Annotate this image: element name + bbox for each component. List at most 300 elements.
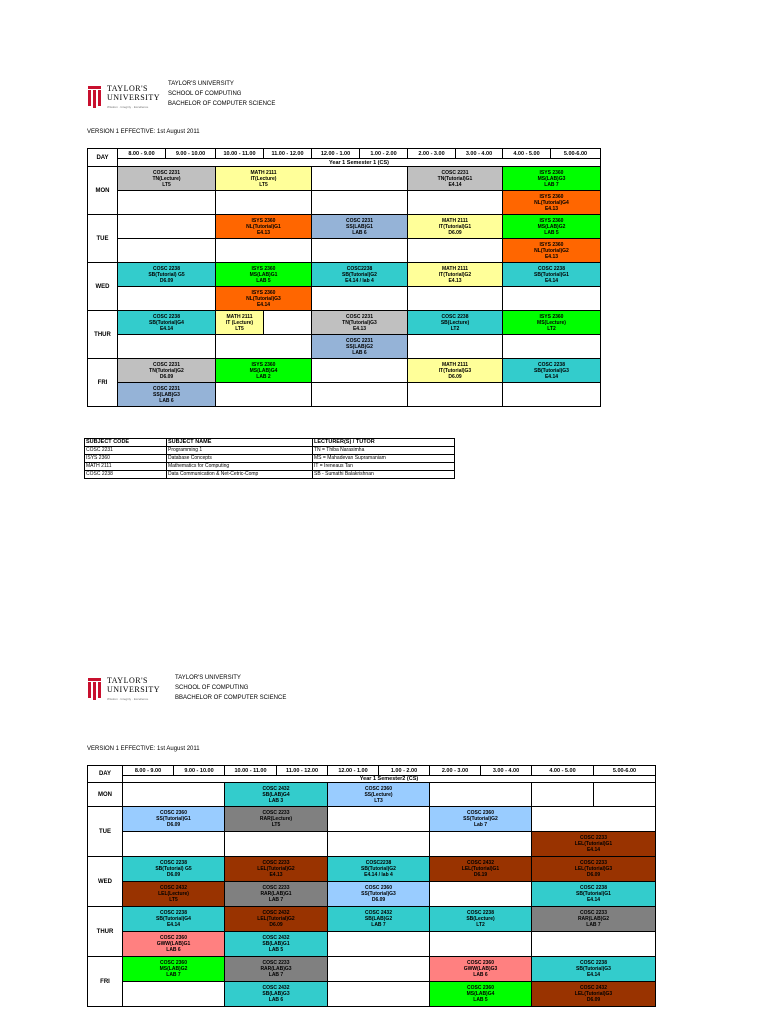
class-block[interactable] — [328, 907, 430, 932]
class-block[interactable] — [118, 167, 216, 191]
day-header: DAY — [88, 149, 118, 167]
class-session: SB(Lecture) — [440, 319, 470, 326]
school-line1: TAYLOR'S UNIVERSITY — [168, 81, 234, 87]
class-room: E4.13 — [269, 872, 283, 878]
class-room: LT3 — [374, 797, 383, 804]
class-block[interactable] — [532, 907, 656, 932]
class-room: LAB 7 — [586, 922, 601, 928]
time-header: 11.00 - 12.00 — [277, 766, 328, 776]
time-header: 8.00 - 9.00 — [123, 766, 174, 776]
class-room: D6.19 — [473, 872, 488, 878]
class-room: E4.14 — [586, 847, 601, 853]
class-session: TN(Tutorial)G2 — [149, 367, 184, 374]
class-room: E4.14 — [448, 181, 462, 188]
class-room: LAB 7 — [268, 972, 284, 978]
class-code: COSC 2231 — [153, 361, 180, 368]
class-block[interactable] — [225, 807, 328, 832]
day-label: MON — [88, 167, 118, 215]
class-block[interactable] — [312, 335, 408, 359]
class-session: SB(Tutorial)G1 — [576, 891, 611, 897]
class-block[interactable] — [123, 857, 225, 882]
class-code: COSC 2233 — [262, 885, 290, 891]
timetable-semester-1 — [87, 148, 601, 407]
taylors-logo — [88, 84, 168, 110]
class-block[interactable] — [430, 907, 532, 932]
class-code: COSC 2231 — [153, 169, 180, 176]
class-room: LAB 6 — [159, 397, 174, 404]
class-block[interactable] — [430, 982, 532, 1007]
class-session: GWW(LAB)G3 — [463, 966, 498, 972]
class-room: LT5 — [169, 897, 178, 903]
legend-subject: Database Concepts — [167, 455, 313, 463]
class-block[interactable] — [532, 957, 656, 982]
class-room: E4.14 — [544, 277, 559, 284]
class-room: E4.13 — [544, 253, 559, 260]
class-room: D6.09 — [159, 373, 174, 380]
class-room: LT5 — [162, 181, 171, 188]
class-room: D6.09 — [166, 872, 181, 878]
day-label: FRI — [88, 957, 123, 1007]
class-code: COSC 2360 — [160, 810, 187, 816]
class-code: COSC 2233 — [580, 860, 607, 866]
class-session: SB(Tutorial) G5 — [148, 271, 185, 278]
class-code: ISYS 2360 — [539, 169, 564, 176]
class-block[interactable] — [408, 215, 503, 239]
legend-code: ISYS 2360 — [85, 455, 167, 463]
class-block[interactable] — [328, 857, 430, 882]
school-line3: BBACHELOR OF COMPUTER SCIENCE — [175, 695, 287, 701]
class-session: SB(LAB)G2 — [364, 916, 393, 922]
class-block[interactable] — [225, 857, 328, 882]
class-block[interactable] — [118, 359, 216, 383]
class-session: MS(LAB)G3 — [537, 175, 566, 182]
class-code: COSC 2233 — [262, 860, 290, 866]
class-block[interactable] — [503, 191, 601, 215]
class-block[interactable] — [532, 982, 656, 1007]
logo-line2: UNIVERSITY — [107, 685, 160, 694]
class-room: D6.09 — [371, 897, 386, 903]
class-code: MATH 2111 — [441, 361, 469, 368]
legend-lecturer: IT = Ireneaus Tan — [313, 463, 455, 471]
class-session: SB(Tutorial)G2 — [361, 866, 396, 872]
class-room: D6.09 — [166, 822, 181, 828]
class-session: TN(Tutorial)G3 — [342, 319, 377, 326]
time-header: 9.00 - 10.00 — [174, 766, 225, 776]
class-room: LAB 6 — [352, 229, 367, 236]
class-block[interactable] — [118, 383, 216, 407]
class-block[interactable] — [123, 882, 225, 907]
class-block[interactable] — [225, 932, 328, 957]
class-block[interactable] — [430, 957, 532, 982]
taylors-logo — [88, 676, 168, 702]
class-session: RAR(LAB)G2 — [577, 916, 610, 922]
class-code: COSC 2233 — [580, 910, 607, 916]
class-session: RAR(Lecture) — [259, 816, 293, 822]
legend-row — [85, 463, 455, 471]
time-header: 1.00 - 2.00 — [360, 149, 408, 159]
class-session: IT(Tutorial)G3 — [438, 367, 472, 374]
school-line1: TAYLOR'S UNIVERSITY — [175, 675, 241, 681]
class-block[interactable] — [408, 311, 503, 335]
class-session: SS(Lecture) — [364, 791, 393, 798]
class-session: LEL(Tutorial)G2 — [257, 916, 295, 922]
timetable-semester-2 — [87, 765, 656, 1007]
class-session: TN(Lecture) — [152, 175, 181, 182]
class-session: LEL(Tutorial)G3 — [574, 991, 613, 997]
day-label: FRI — [88, 359, 118, 407]
class-code: COSC 2231 — [346, 337, 373, 344]
class-session: NL(Tutorial)G3 — [246, 295, 281, 302]
class-session: IT(Lecture) — [250, 175, 277, 182]
class-room: E4.14 — [586, 897, 601, 903]
class-room: LAB 6 — [352, 349, 367, 356]
class-session: MS(LAB)G4 — [466, 991, 495, 997]
class-block[interactable] — [216, 167, 312, 191]
class-room: E4.13 — [448, 277, 462, 284]
time-header: 4.00 - 5.00 — [532, 766, 594, 776]
class-session: SB(Tutorial) G5 — [155, 866, 192, 872]
day-label: TUE — [88, 215, 118, 263]
class-block[interactable] — [216, 263, 312, 287]
class-room: LAB 5 — [256, 277, 271, 284]
class-block[interactable] — [430, 807, 532, 832]
class-block[interactable] — [123, 907, 225, 932]
legend-header: SUBJECT CODE — [85, 439, 167, 447]
subject-legend — [84, 438, 455, 479]
class-session: LEL(Lecture) — [158, 891, 189, 897]
day-label: THUR — [88, 311, 118, 359]
class-session: MS(LAB)G4 — [249, 367, 278, 374]
class-session: NL(Tutorial)G4 — [534, 199, 569, 206]
class-code: ISYS 2360 — [539, 313, 564, 320]
day-label: THUR — [88, 907, 123, 957]
legend-subject: Programming 1 — [167, 447, 313, 455]
class-code: COSC 2360 — [160, 960, 187, 966]
class-room: D6.09 — [586, 872, 601, 878]
class-block[interactable] — [532, 882, 656, 907]
class-code: COSC 2432 — [262, 785, 290, 792]
class-session: LEL(Tutorial)G1 — [574, 841, 613, 847]
class-block[interactable] — [225, 783, 328, 807]
class-session: MS(Lecture) — [537, 319, 566, 326]
legend-row — [85, 447, 455, 455]
class-session: MS(LAB)G2 — [159, 966, 188, 972]
time-header: 10.00 - 11.00 — [225, 766, 277, 776]
class-block[interactable] — [123, 957, 225, 982]
class-room: LT2 — [547, 325, 556, 332]
class-code: COSC 2238 — [153, 313, 180, 320]
class-session: RAR(LAB)G3 — [260, 966, 292, 972]
class-session: RAR(LAB)G1 — [260, 891, 292, 897]
day-label: MON — [88, 783, 123, 807]
class-session: SS(Tutorial)G2 — [463, 816, 498, 822]
class-block[interactable] — [118, 311, 216, 335]
class-session: NL(Tutorial)G2 — [534, 247, 569, 254]
class-room: Lab 7 — [473, 822, 488, 828]
class-session: MS(LAB)G2 — [537, 223, 566, 230]
class-room: LAB 2 — [256, 373, 271, 380]
time-header: 2.00 - 3.00 — [430, 766, 481, 776]
class-session: SB(Tutorial)G3 — [534, 367, 569, 374]
semester-title: Year 1 Semester2 (CS) — [123, 776, 656, 783]
class-code: COSC 2238 — [538, 361, 565, 368]
class-session: TN(Tutorial)G1 — [437, 175, 473, 182]
class-code: COSC 2360 — [467, 985, 494, 991]
time-header: 11.00 - 12.00 — [264, 149, 312, 159]
class-session: LEL(Tutorial)G2 — [257, 866, 295, 872]
class-code: COSC 2231 — [346, 217, 373, 224]
class-code: COSC 2231 — [153, 385, 180, 392]
class-block[interactable] — [225, 882, 328, 907]
class-block[interactable] — [408, 263, 503, 287]
logo-line1: TAYLOR'S — [107, 84, 148, 93]
class-code: ISYS 2360 — [251, 265, 276, 272]
class-room: E4.14 — [166, 922, 181, 928]
class-session: SS(Tutorial)G3 — [361, 891, 396, 897]
school-line2: SCHOOL OF COMPUTING — [175, 685, 249, 691]
class-room: D6.09 — [269, 922, 283, 928]
class-code: COSC 2238 — [160, 860, 187, 866]
class-session: NL(Tutorial)G1 — [246, 223, 281, 230]
class-block[interactable] — [503, 215, 601, 239]
class-code: MATH 2111 — [250, 169, 277, 176]
class-session: SS(LAB)G1 — [346, 223, 373, 230]
class-block[interactable] — [216, 287, 312, 311]
school-line2: SCHOOL OF COMPUTING — [168, 91, 242, 97]
class-block[interactable] — [123, 932, 225, 957]
time-header: 10.00 - 11.00 — [216, 149, 264, 159]
class-code: ISYS 2360 — [251, 217, 276, 224]
class-block[interactable] — [312, 311, 408, 335]
class-session: SS(Tutorial)G1 — [156, 816, 191, 822]
class-code: COSC 2233 — [580, 835, 607, 841]
class-block[interactable] — [503, 359, 601, 383]
class-block[interactable] — [216, 359, 312, 383]
time-header: 9.00 - 10.00 — [166, 149, 216, 159]
class-room: LAB 6 — [166, 947, 181, 953]
class-session: SS(LAB)G2 — [346, 343, 373, 350]
class-code: COSC 2432 — [262, 910, 290, 916]
class-code: COSC 2360 — [365, 885, 392, 891]
class-code: ISYS 2360 — [251, 361, 276, 368]
semester-title: Year 1 Semester 1 (CS) — [118, 159, 601, 167]
class-room: E4.14 / lab 4 — [345, 277, 374, 284]
class-session: SB(LAB)G3 — [262, 991, 290, 997]
class-block[interactable] — [503, 167, 601, 191]
class-block[interactable] — [123, 807, 225, 832]
logo-line2: UNIVERSITY — [107, 93, 160, 102]
class-block[interactable] — [408, 359, 503, 383]
class-session: LEL(Tutorial)G3 — [574, 866, 613, 872]
legend-lecturer: TN = Thiba Narasimha — [313, 447, 455, 455]
class-block[interactable] — [118, 263, 216, 287]
class-code: ISYS 2360 — [539, 241, 564, 248]
time-header: 5.00-6.00 — [594, 766, 656, 776]
class-block[interactable] — [328, 882, 430, 907]
class-code: COSC 2238 — [467, 910, 494, 916]
class-code: COSC 2231 — [441, 169, 469, 176]
class-code: COSC 2238 — [441, 313, 469, 320]
class-session: SB(Lecture) — [466, 916, 495, 922]
class-session: GWW(LAB)G1 — [156, 941, 191, 947]
class-room: LT5 — [259, 181, 268, 188]
legend-subject: Mathematics for Computing — [167, 463, 313, 471]
class-session: IT(Tutorial)G2 — [438, 271, 472, 278]
class-room: D6.09 — [159, 277, 174, 284]
class-code: MATH 2111 — [441, 217, 469, 224]
class-room: E4.14 — [544, 373, 559, 380]
class-room: E4.14 — [256, 301, 271, 308]
legend-subject: Data Communication & Net-Cetric-Comp — [167, 471, 313, 479]
class-code: COSC 2432 — [467, 860, 494, 866]
class-session: SB(Tutorial)G4 — [149, 319, 184, 326]
class-code: COSC 2360 — [467, 960, 494, 966]
class-block[interactable] — [532, 832, 656, 857]
class-room: E4.13 — [544, 205, 559, 212]
class-room: LAB 3 — [268, 797, 284, 804]
class-session: SS(LAB)G3 — [153, 391, 180, 398]
class-session: SB(Tutorial)G3 — [576, 966, 611, 972]
class-block[interactable] — [430, 857, 532, 882]
legend-row — [85, 455, 455, 463]
class-room: LAB 5 — [268, 947, 284, 953]
class-block[interactable] — [532, 857, 656, 882]
class-block[interactable] — [312, 263, 408, 287]
school-line3: BACHELOR OF COMPUTER SCIENCE — [168, 101, 276, 107]
class-room: LAB 7 — [166, 972, 181, 978]
class-session: SB(Tutorial)G4 — [156, 916, 191, 922]
version-line: VERSION 1 EFFECTIVE: 1st August 2011 — [87, 129, 200, 135]
class-room: D6.09 — [448, 373, 462, 380]
time-header: 2.00 - 3.00 — [408, 149, 456, 159]
logo-tagline: Wisdom · Integrity · Excellence — [107, 105, 149, 109]
day-header: DAY — [88, 766, 123, 783]
class-room: LT2 — [476, 922, 485, 928]
time-header: 12.00 - 1.00 — [312, 149, 360, 159]
class-block[interactable] — [503, 311, 601, 335]
school-heading — [168, 79, 275, 109]
class-room: E4.14 / lab 4 — [364, 872, 393, 878]
class-block[interactable] — [225, 907, 328, 932]
logo-tagline: Wisdom · Integrity · Excellence — [107, 697, 149, 701]
class-session: SB(Tutorial)G1 — [534, 271, 569, 278]
legend-lecturer: SB - Sumathi Balakrishnan — [313, 471, 455, 479]
class-code: COSC 2432 — [365, 910, 392, 916]
class-block[interactable] — [216, 311, 264, 335]
class-code: COSC 2432 — [262, 985, 290, 991]
legend-lecturer: MS = Mahadevan Supramaniam — [313, 455, 455, 463]
class-room: E4.14 — [159, 325, 174, 332]
class-block[interactable] — [328, 783, 430, 807]
class-room: D6.09 — [586, 997, 601, 1003]
class-code: COSC 2238 — [153, 265, 180, 272]
class-block[interactable] — [225, 982, 328, 1007]
class-session: IT (Lecture) — [225, 319, 254, 326]
class-room: LT5 — [235, 325, 244, 332]
class-session: LEL(Tutorial)G1 — [461, 866, 500, 872]
class-block[interactable] — [503, 263, 601, 287]
time-header: 3.00 - 4.00 — [456, 149, 503, 159]
time-header: 1.00 - 2.00 — [379, 766, 430, 776]
class-session: SB(LAB)G4 — [262, 791, 290, 798]
legend-code: MATH 2111 — [85, 463, 167, 471]
class-room: LAB 7 — [268, 897, 284, 903]
class-session: SB(LAB)G1 — [262, 941, 290, 947]
class-block[interactable] — [312, 215, 408, 239]
class-block[interactable] — [225, 957, 328, 982]
class-code: ISYS 2360 — [539, 217, 564, 224]
class-code: COSC 2238 — [580, 885, 607, 891]
time-header: 8.00 - 9.00 — [118, 149, 166, 159]
day-label: WED — [88, 857, 123, 907]
class-code: COSC 2233 — [262, 810, 290, 816]
class-room: D6.09 — [448, 229, 462, 236]
class-room: LAB 6 — [473, 972, 488, 978]
crest-icon — [88, 678, 101, 700]
class-room: LAB 5 — [473, 997, 488, 1003]
class-block[interactable] — [216, 215, 312, 239]
class-code: ISYS 2360 — [251, 289, 276, 296]
class-room: LT5 — [271, 822, 281, 828]
legend-row — [85, 471, 455, 479]
class-block[interactable] — [408, 167, 503, 191]
time-header: 5.00-6.00 — [551, 149, 601, 159]
class-room: LT2 — [450, 325, 460, 332]
class-room: LAB 7 — [544, 181, 559, 188]
class-code: COSC 2360 — [365, 785, 392, 792]
class-room: E4.14 — [586, 972, 601, 978]
version-line: VERSION 1 EFFECTIVE: 1st August 2011 — [87, 746, 200, 752]
class-code: ISYS 2360 — [539, 193, 564, 200]
class-code: COSC 2231 — [346, 313, 373, 320]
class-session: SB(Tutorial)G2 — [342, 271, 377, 278]
legend-code: COSC 2238 — [85, 471, 167, 479]
class-code: COSC 2432 — [160, 885, 187, 891]
class-code: COSC 2432 — [262, 935, 290, 941]
class-session: IT(Tutorial)G1 — [438, 223, 472, 230]
class-code: COSC 2233 — [262, 960, 290, 966]
day-label: WED — [88, 263, 118, 311]
class-session: MS(LAB)G1 — [249, 271, 278, 278]
class-code: COSC 2360 — [160, 935, 187, 941]
class-room: LAB 7 — [371, 922, 386, 928]
crest-icon — [88, 86, 101, 108]
class-code: COSC 2360 — [467, 810, 494, 816]
class-room: E4.13 — [256, 229, 271, 236]
logo-line1: TAYLOR'S — [107, 676, 148, 685]
class-code: COSC2238 — [365, 860, 392, 866]
class-code: MATH 2111 — [441, 265, 469, 272]
class-block[interactable] — [503, 239, 601, 263]
class-code: COSC 2432 — [580, 985, 607, 991]
class-room: LAB 5 — [544, 229, 559, 236]
class-code: COSC 2238 — [580, 960, 607, 966]
day-label: TUE — [88, 807, 123, 857]
legend-header: SUBJECT NAME — [167, 439, 313, 447]
class-room: E4.13 — [352, 325, 367, 332]
class-code: COSC2238 — [346, 265, 373, 272]
time-header: 4.00 - 5.00 — [503, 149, 551, 159]
class-code: COSC 2238 — [538, 265, 565, 272]
legend-header: LECTURER(S) / TUTOR — [313, 439, 455, 447]
time-header: 3.00 - 4.00 — [481, 766, 532, 776]
class-code: COSC 2238 — [160, 910, 187, 916]
time-header: 12.00 - 1.00 — [328, 766, 379, 776]
legend-code: COSC 2231 — [85, 447, 167, 455]
school-heading — [175, 673, 286, 703]
class-code: MATH 2111 — [226, 313, 253, 320]
class-room: LAB 6 — [268, 997, 284, 1003]
